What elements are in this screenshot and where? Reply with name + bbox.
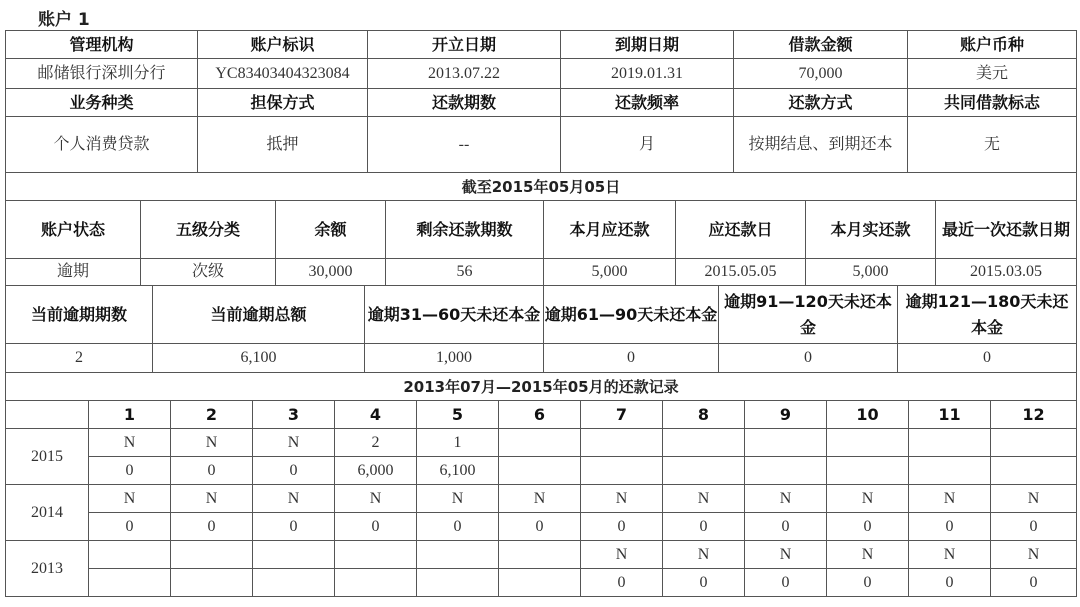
field-value: 美元 [908, 59, 1077, 89]
month-header: 9 [745, 401, 827, 429]
repayment-status-cell: N [991, 485, 1077, 513]
field-value: 1,000 [365, 344, 544, 373]
repayment-status-cell: N [171, 485, 253, 513]
overdue-amount-cell: 0 [827, 569, 909, 597]
field-value: 2015.03.05 [936, 259, 1077, 286]
repayment-status-cell [663, 429, 745, 457]
repayment-status-cell: N [89, 429, 171, 457]
repayment-status-cell: N [581, 541, 663, 569]
field-value: 2 [6, 344, 153, 373]
basic-info-table [5, 30, 1077, 201]
field-value: 6,100 [153, 344, 365, 373]
overdue-amount-cell: 6,100 [417, 457, 499, 485]
column-header: 账户状态 [6, 201, 141, 259]
overdue-amount-cell: 0 [171, 513, 253, 541]
month-header: 1 [89, 401, 171, 429]
overdue-amount-cell [581, 457, 663, 485]
column-header: 开立日期 [368, 31, 561, 59]
history-section-title: 2013年07月—2015年05月的还款记录 [6, 373, 1077, 401]
field-value: 0 [544, 344, 719, 373]
column-header: 剩余还款期数 [386, 201, 544, 259]
month-header: 6 [499, 401, 581, 429]
overdue-table [5, 285, 1077, 401]
overdue-amount-cell: 6,000 [335, 457, 417, 485]
repayment-status-cell: N [335, 485, 417, 513]
repayment-status-cell: N [253, 429, 335, 457]
year-status-row [6, 541, 1077, 569]
column-header: 到期日期 [561, 31, 734, 59]
repayment-status-cell: N [745, 541, 827, 569]
overdue-amount-cell: 0 [335, 513, 417, 541]
month-header: 2 [171, 401, 253, 429]
column-header: 最近一次还款日期 [936, 201, 1077, 259]
column-header: 余额 [276, 201, 386, 259]
month-header: 5 [417, 401, 499, 429]
column-header: 还款频率 [561, 89, 734, 117]
repayment-status-cell: N [827, 485, 909, 513]
overdue-amount-cell [417, 569, 499, 597]
repayment-status-cell [89, 541, 171, 569]
overdue-amount-cell: 0 [827, 513, 909, 541]
overdue-amount-cell: 0 [253, 513, 335, 541]
repayment-status-cell [417, 541, 499, 569]
column-header: 业务种类 [6, 89, 198, 117]
overdue-amount-cell: 0 [499, 513, 581, 541]
overdue-amount-cell [991, 457, 1077, 485]
overdue-amount-cell: 0 [745, 513, 827, 541]
repayment-status-cell: N [909, 541, 991, 569]
field-value: 5,000 [544, 259, 676, 286]
column-header: 账户标识 [198, 31, 368, 59]
overdue-amount-cell [663, 457, 745, 485]
month-header: 10 [827, 401, 909, 429]
column-header: 本月应还款 [544, 201, 676, 259]
overdue-amount-cell: 0 [909, 513, 991, 541]
overdue-amount-cell: 0 [745, 569, 827, 597]
field-value: 个人消费贷款 [6, 117, 198, 173]
column-header: 当前逾期期数 [6, 286, 153, 344]
overdue-amount-cell: 0 [991, 513, 1077, 541]
column-header: 逾期31—60天未还本金 [365, 286, 544, 344]
field-value: 5,000 [806, 259, 936, 286]
field-value: 0 [898, 344, 1077, 373]
field-value: 月 [561, 117, 734, 173]
overdue-amount-cell [745, 457, 827, 485]
field-value: 2015.05.05 [676, 259, 806, 286]
field-value: YC83403404323084 [198, 59, 368, 89]
status-section-title: 截至2015年05月05日 [6, 173, 1077, 201]
month-header: 3 [253, 401, 335, 429]
year-amount-row [6, 513, 1077, 541]
column-header: 本月实还款 [806, 201, 936, 259]
field-value: 2013.07.22 [368, 59, 561, 89]
overdue-amount-cell [89, 569, 171, 597]
overdue-amount-cell: 0 [909, 569, 991, 597]
overdue-amount-cell [335, 569, 417, 597]
overdue-amount-cell [171, 569, 253, 597]
column-header: 当前逾期总额 [153, 286, 365, 344]
month-header: 7 [581, 401, 663, 429]
status-table [5, 200, 1077, 286]
repayment-status-cell: 1 [417, 429, 499, 457]
repayment-status-cell [253, 541, 335, 569]
repayment-status-cell [171, 541, 253, 569]
field-value: 抵押 [198, 117, 368, 173]
overdue-amount-cell: 0 [253, 457, 335, 485]
repayment-status-cell [499, 541, 581, 569]
overdue-amount-cell [253, 569, 335, 597]
overdue-amount-cell: 0 [581, 513, 663, 541]
repayment-status-cell: N [663, 541, 745, 569]
month-header: 4 [335, 401, 417, 429]
field-value: 次级 [141, 259, 276, 286]
field-value: 30,000 [276, 259, 386, 286]
month-header: 11 [909, 401, 991, 429]
overdue-amount-cell: 0 [417, 513, 499, 541]
year-amount-row [6, 457, 1077, 485]
column-header: 逾期121—180天未还本金 [898, 286, 1077, 344]
repayment-status-cell [335, 541, 417, 569]
column-header: 共同借款标志 [908, 89, 1077, 117]
overdue-amount-cell [499, 569, 581, 597]
overdue-amount-cell: 0 [171, 457, 253, 485]
repayment-status-cell: N [909, 485, 991, 513]
column-header: 逾期91—120天未还本金 [719, 286, 898, 344]
year-amount-row [6, 569, 1077, 597]
repayment-status-cell: N [581, 485, 663, 513]
field-value: 2019.01.31 [561, 59, 734, 89]
field-value: 70,000 [734, 59, 908, 89]
field-value: 0 [719, 344, 898, 373]
repayment-status-cell [991, 429, 1077, 457]
overdue-amount-cell: 0 [89, 457, 171, 485]
column-header: 五级分类 [141, 201, 276, 259]
repayment-status-cell: N [663, 485, 745, 513]
column-header: 账户币种 [908, 31, 1077, 59]
field-value: 按期结息、到期还本 [734, 117, 908, 173]
column-header: 担保方式 [198, 89, 368, 117]
repayment-status-cell: N [417, 485, 499, 513]
year-label: 2015 [6, 429, 89, 485]
overdue-amount-cell: 0 [89, 513, 171, 541]
year-status-row [6, 429, 1077, 457]
column-header: 还款期数 [368, 89, 561, 117]
repayment-history-table [5, 400, 1077, 597]
year-status-row [6, 485, 1077, 513]
repayment-status-cell [827, 429, 909, 457]
month-header-row [6, 401, 1077, 429]
field-value: -- [368, 117, 561, 173]
overdue-amount-cell [827, 457, 909, 485]
overdue-amount-cell: 0 [663, 569, 745, 597]
year-label: 2014 [6, 485, 89, 541]
field-value: 逾期 [6, 259, 141, 286]
overdue-amount-cell [909, 457, 991, 485]
repayment-status-cell: N [991, 541, 1077, 569]
corner-cell [6, 401, 89, 429]
column-header: 借款金额 [734, 31, 908, 59]
year-label: 2013 [6, 541, 89, 597]
field-value: 邮储银行深圳分行 [6, 59, 198, 89]
repayment-status-cell: 2 [335, 429, 417, 457]
field-value: 无 [908, 117, 1077, 173]
field-value: 56 [386, 259, 544, 286]
month-header: 12 [991, 401, 1077, 429]
account-title: 账户 1 [38, 10, 90, 30]
overdue-amount-cell: 0 [581, 569, 663, 597]
column-header: 应还款日 [676, 201, 806, 259]
overdue-amount-cell [499, 457, 581, 485]
repayment-status-cell: N [499, 485, 581, 513]
repayment-status-cell: N [253, 485, 335, 513]
column-header: 管理机构 [6, 31, 198, 59]
repayment-status-cell [909, 429, 991, 457]
repayment-status-cell [745, 429, 827, 457]
repayment-status-cell: N [171, 429, 253, 457]
overdue-amount-cell: 0 [663, 513, 745, 541]
column-header: 还款方式 [734, 89, 908, 117]
repayment-status-cell: N [89, 485, 171, 513]
repayment-status-cell: N [827, 541, 909, 569]
repayment-status-cell [581, 429, 663, 457]
month-header: 8 [663, 401, 745, 429]
repayment-status-cell [499, 429, 581, 457]
column-header: 逾期61—90天未还本金 [544, 286, 719, 344]
repayment-status-cell: N [745, 485, 827, 513]
overdue-amount-cell: 0 [991, 569, 1077, 597]
